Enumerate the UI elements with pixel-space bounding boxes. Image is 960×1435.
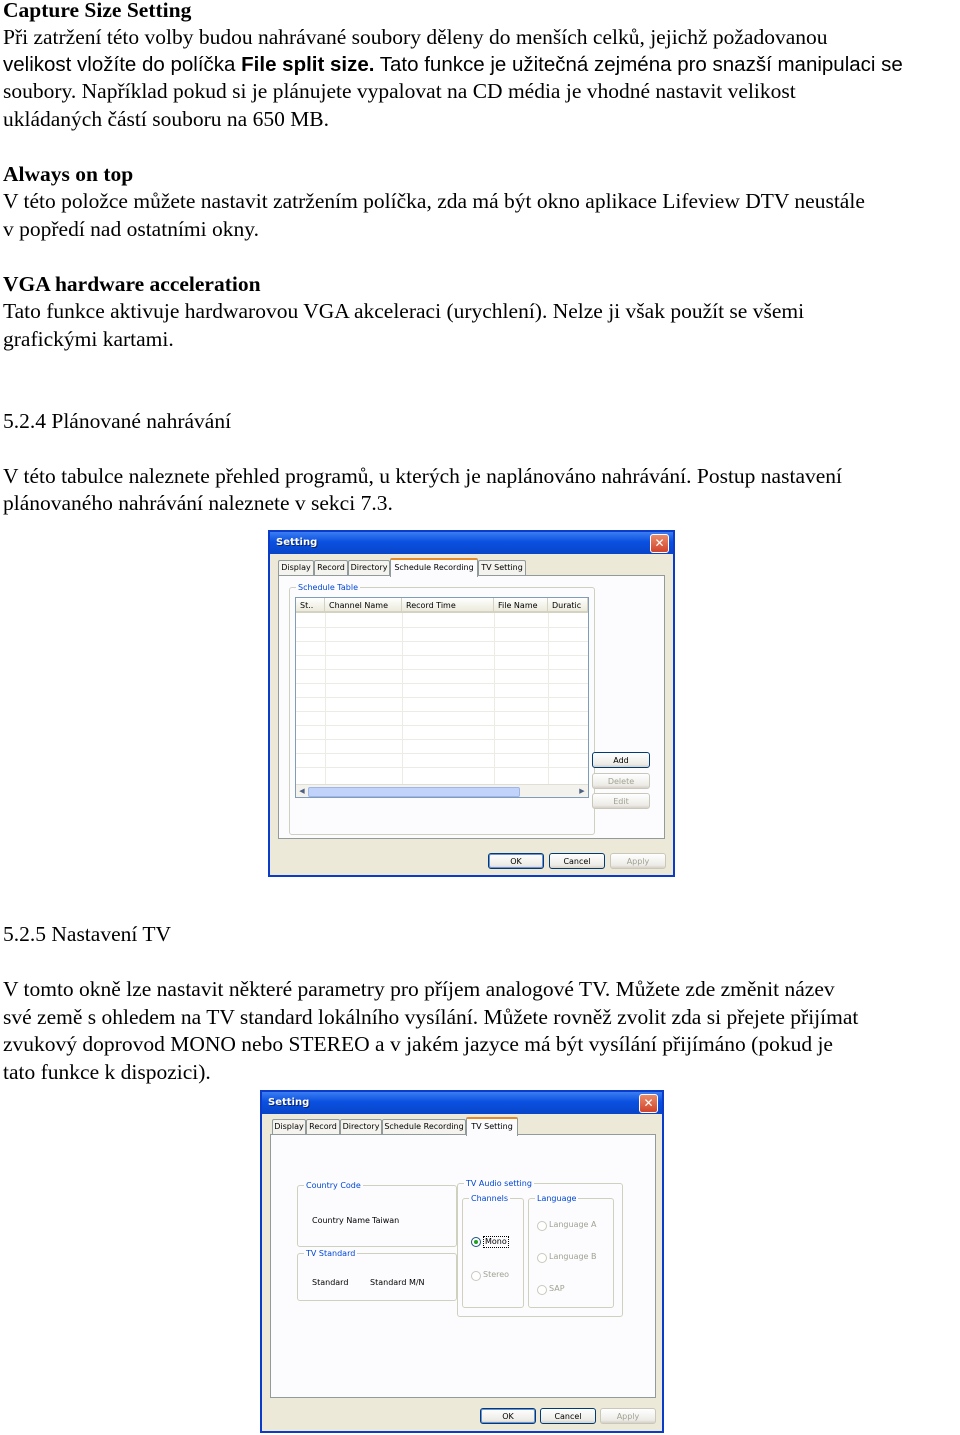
- country-name-label: Country Name: [312, 1216, 370, 1225]
- column-header-channel-name[interactable]: Channel Name: [325, 598, 402, 613]
- column-header-status[interactable]: St..: [296, 598, 325, 613]
- emphasis-file-split-size: File split size.: [241, 53, 375, 76]
- dialog-title: Setting: [276, 537, 318, 548]
- group-label: TV Standard: [306, 1249, 356, 1258]
- paragraph-line: V této položce můžete nastavit zatržením políčka, zda má být okno aplikace Lifeview DTV neustále: [3, 189, 865, 213]
- standard-value: Standard M/N: [370, 1278, 425, 1287]
- scroll-thumb[interactable]: [308, 787, 520, 797]
- apply-button[interactable]: Apply: [600, 1408, 656, 1424]
- scroll-right-icon[interactable]: ▶: [579, 787, 585, 795]
- channels-group: [462, 1194, 524, 1308]
- language-group: [528, 1194, 614, 1308]
- paragraph-line: zvukový doprovod MONO nebo STEREO a v jakém jazyce má být vysílání přijímáno (pokud je: [3, 1032, 833, 1056]
- paragraph-line: velikost vložíte do políčka File split size. Tato funkce je užitečná zejména pro snazší manipulaci se: [3, 53, 903, 76]
- paragraph-line: v popředí nad ostatními okny.: [3, 217, 259, 241]
- column-header-file-name[interactable]: File Name: [494, 598, 548, 613]
- group-label: TV Audio setting: [466, 1179, 532, 1188]
- sap-radio[interactable]: [537, 1285, 547, 1295]
- schedule-table[interactable]: [295, 597, 589, 798]
- heading-5-2-5: 5.2.5 Nastavení TV: [3, 922, 171, 946]
- tab-display[interactable]: Display: [278, 560, 314, 575]
- scroll-left-icon[interactable]: ◀: [299, 787, 305, 795]
- schedule-table-group: [289, 583, 595, 835]
- tv-standard-group: [297, 1249, 457, 1301]
- horizontal-scrollbar[interactable]: [296, 784, 588, 797]
- tab-schedule-recording[interactable]: Schedule Recording: [390, 558, 478, 577]
- country-code-group: [297, 1181, 457, 1247]
- language-a-radio[interactable]: [537, 1221, 547, 1231]
- paragraph-line: grafickými kartami.: [3, 327, 174, 351]
- delete-button[interactable]: Delete: [592, 773, 650, 789]
- tab-directory[interactable]: Directory: [340, 1119, 382, 1134]
- tab-directory[interactable]: Directory: [348, 560, 390, 575]
- country-name-value: Taiwan: [372, 1216, 400, 1225]
- mono-radio[interactable]: [471, 1237, 481, 1247]
- heading-capture-size: Capture Size Setting: [3, 0, 192, 22]
- paragraph-line: své země s ohledem na TV standard lokálního vysílání. Můžete rovněž zvolit zda si přejete přijímat: [3, 1005, 859, 1029]
- title-bar: [270, 532, 673, 554]
- tab-panel: [270, 1134, 656, 1398]
- group-label: Language: [537, 1194, 577, 1203]
- language-b-radio[interactable]: [537, 1253, 547, 1263]
- sap-label: SAP: [549, 1284, 565, 1293]
- tab-record[interactable]: Record: [306, 1119, 340, 1134]
- ok-button[interactable]: OK: [480, 1408, 536, 1424]
- settings-dialog-schedule: [268, 530, 675, 877]
- heading-5-2-4: 5.2.4 Plánované nahrávání: [3, 409, 232, 433]
- tab-tv-setting[interactable]: TV Setting: [466, 1117, 518, 1136]
- tab-record[interactable]: Record: [314, 560, 348, 575]
- close-icon[interactable]: ✕: [650, 534, 669, 553]
- tab-panel: [278, 575, 665, 839]
- close-icon[interactable]: ✕: [639, 1094, 658, 1113]
- edit-button[interactable]: Edit: [592, 793, 650, 809]
- cancel-button[interactable]: Cancel: [549, 853, 605, 869]
- column-header-record-time[interactable]: Record Time: [402, 598, 494, 613]
- title-bar: [262, 1092, 662, 1114]
- settings-dialog-tv: [260, 1090, 664, 1433]
- language-a-label: Language A: [549, 1220, 597, 1229]
- heading-vga-acceleration: VGA hardware acceleration: [3, 272, 261, 296]
- group-label: Country Code: [306, 1181, 361, 1190]
- paragraph-line: V tomto okně lze nastavit některé parametry pro příjem analogové TV. Můžete zde změnit název: [3, 977, 835, 1001]
- paragraph-line: plánovaného nahrávání naleznete v sekci 7.3.: [3, 491, 393, 515]
- add-button[interactable]: Add: [592, 752, 650, 768]
- paragraph-line: Tato funkce aktivuje hardwarovou VGA akceleraci (urychlení). Nelze ji však použít se všemi: [3, 299, 805, 323]
- tv-audio-group: [457, 1179, 623, 1317]
- paragraph-line: V této tabulce naleznete přehled programů, u kterých je naplánováno nahrávání. Postup nastavení: [3, 464, 843, 488]
- group-label: Schedule Table: [298, 583, 358, 592]
- cancel-button[interactable]: Cancel: [540, 1408, 596, 1424]
- stereo-label: Stereo: [483, 1270, 510, 1279]
- apply-button[interactable]: Apply: [610, 853, 666, 869]
- group-label: Channels: [471, 1194, 509, 1203]
- standard-label: Standard: [312, 1278, 349, 1287]
- paragraph-line: ukládaných částí souboru na 650 MB.: [3, 107, 330, 131]
- paragraph-line: tato funkce k dispozici).: [3, 1060, 211, 1084]
- heading-always-on-top: Always on top: [3, 162, 134, 186]
- dialog-title: Setting: [268, 1097, 310, 1108]
- paragraph-line: Při zatržení této volby budou nahrávané soubory děleny do menších celků, jejichž požadovanou: [3, 25, 828, 49]
- tab-display[interactable]: Display: [272, 1119, 306, 1134]
- ok-button[interactable]: OK: [488, 853, 544, 869]
- mono-label: Mono: [485, 1237, 507, 1246]
- paragraph-line: soubory. Například pokud si je plánujete vypalovat na CD média je vhodné nastavit velikost: [3, 79, 796, 103]
- column-header-duration[interactable]: Duratic: [548, 598, 588, 613]
- tab-schedule-recording[interactable]: Schedule Recording: [382, 1119, 466, 1134]
- language-b-label: Language B: [549, 1252, 597, 1261]
- stereo-radio[interactable]: [471, 1271, 481, 1281]
- tab-tv-setting[interactable]: TV Setting: [478, 560, 526, 575]
